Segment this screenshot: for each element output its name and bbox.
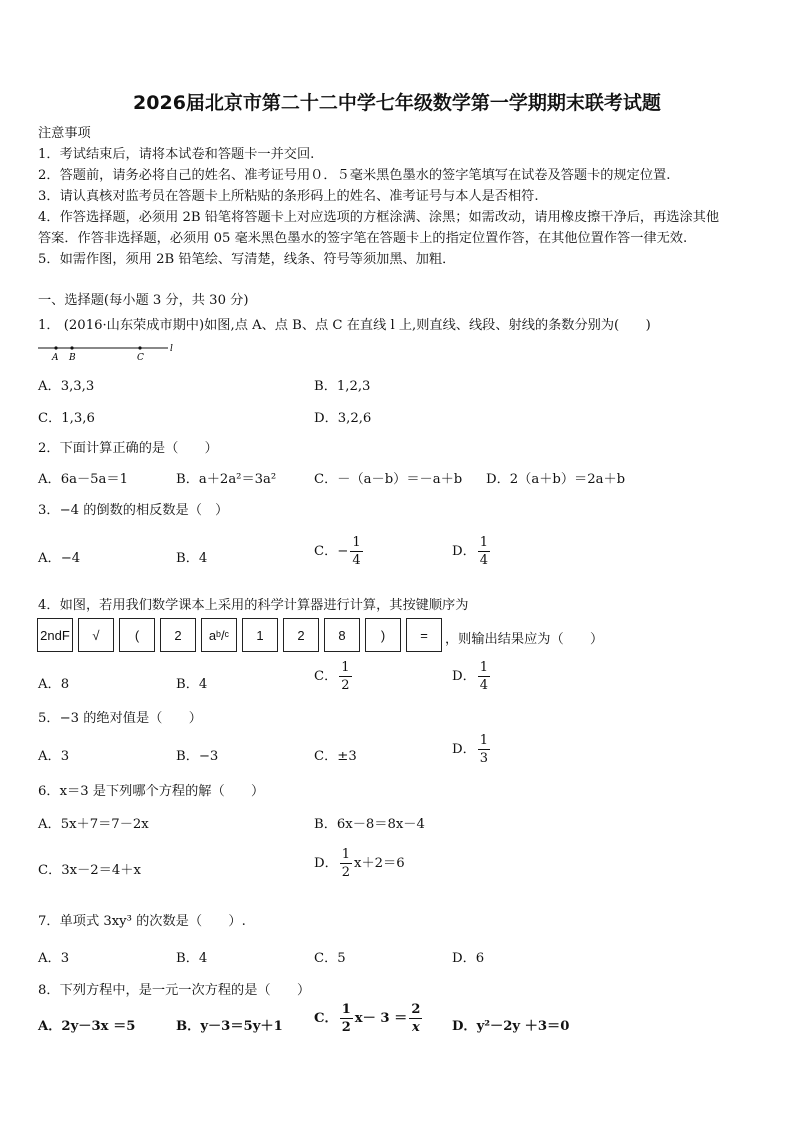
- option-c: [314, 1003, 424, 1034]
- denominator: 2: [341, 865, 351, 880]
- option-a: A．6a－5a＝1: [38, 472, 128, 487]
- denominator: 4: [479, 678, 489, 693]
- key-2: 2: [160, 618, 196, 652]
- key-2: 2: [283, 618, 319, 652]
- denominator: 3: [479, 751, 489, 766]
- denominator: x: [411, 1020, 420, 1035]
- fraction: [478, 536, 490, 567]
- option-d: [452, 734, 492, 765]
- notice-heading: 注意事项: [38, 126, 91, 141]
- option-b: B．y－3＝5y＋1: [176, 1019, 283, 1034]
- option-a: A．3: [38, 749, 70, 764]
- option-label: C．: [314, 544, 338, 559]
- key-1: 1: [242, 618, 278, 652]
- key-equals: =: [406, 618, 442, 652]
- label-l: l: [170, 344, 173, 354]
- question-4-tail: ，则输出结果应为（ ）: [445, 632, 604, 647]
- notice-item: 4．作答选择题，必须用 2B 铅笔将答题卡上对应选项的方框涂满、涂黑；如需改动，请用橡皮擦干净后，再选涂其他: [38, 210, 720, 225]
- option-b: B．−3: [176, 749, 219, 764]
- option-a: A．5x＋7＝7－2x: [38, 817, 149, 832]
- equation-tail: x＋2＝6: [354, 856, 405, 871]
- question-5-stem: 5．−3 的绝对值是（ ）: [38, 711, 202, 726]
- fraction: [478, 734, 490, 765]
- point-b: [70, 346, 73, 349]
- numerator: 1: [341, 1002, 351, 1017]
- notice-item: 答案．作答非选择题，必须用 05 毫米黑色墨水的签字笔在答题卡上的指定位置作答，在其他位置作答一律无效.: [38, 231, 688, 246]
- numerator: 1: [479, 660, 489, 675]
- option-b: B．a＋2a²＝3a²: [176, 472, 277, 487]
- numerator: 1: [479, 535, 489, 550]
- option-label: D．: [314, 856, 338, 871]
- option-d: D．2（a＋b）＝2a＋b: [486, 472, 626, 487]
- fraction: [340, 1003, 353, 1034]
- key-fraction: aᵇ/ᶜ: [201, 618, 237, 652]
- option-a: A．3: [38, 951, 70, 966]
- question-6-stem: 6．x＝3 是下列哪个方程的解（ ）: [38, 784, 265, 799]
- option-label: D．: [452, 742, 476, 757]
- label-a: A: [52, 353, 59, 363]
- notice-item: 3．请认真核对监考员在答题卡上所粘贴的条形码上的姓名、准考证号与本人是否相符.: [38, 189, 539, 204]
- option-d: [314, 848, 405, 879]
- option-d: D．3,2,6: [314, 411, 372, 426]
- numerator: 1: [479, 733, 489, 748]
- minus-sign: −: [337, 544, 349, 559]
- option-d: D．y²－2y ＋3＝0: [452, 1019, 570, 1034]
- point-a: [54, 346, 57, 349]
- notice-item: 1．考试结束后，请将本试卷和答题卡一并交回.: [38, 147, 315, 162]
- notice-item: 5．如需作图，须用 2B 铅笔绘、写清楚，线条、符号等须加黑、加粗．: [38, 252, 456, 267]
- option-b: B．6x－8＝8x－4: [314, 817, 425, 832]
- option-b: B．4: [176, 551, 208, 566]
- option-b: B．4: [176, 951, 208, 966]
- numerator: 2: [411, 1002, 421, 1017]
- denominator: 4: [479, 553, 489, 568]
- notice-item: 2．答题前，请务必将自己的姓名、准考证号用０．５毫米黑色墨水的签字笔填写在试卷及答题卡的规定位置.: [38, 168, 671, 183]
- fraction: [409, 1003, 422, 1034]
- page-title: 2026届北京市第二十二中学七年级数学第一学期期末联考试题: [133, 92, 661, 114]
- option-a: A．−4: [38, 551, 81, 566]
- question-7-stem: 7．单项式 3xy³ 的次数是（ ）.: [38, 914, 246, 929]
- denominator: 4: [352, 553, 361, 568]
- option-a: A．3,3,3: [38, 379, 95, 394]
- option-b: B．1,2,3: [314, 379, 371, 394]
- option-a: A．8: [38, 677, 70, 692]
- option-d: [452, 661, 492, 692]
- option-c: C．3x－2＝4＋x: [38, 863, 141, 878]
- question-3-stem: 3．−4 的倒数的相反数是（ ）: [38, 503, 229, 518]
- numerator: 1: [341, 847, 351, 862]
- fraction: [339, 661, 351, 692]
- question-4-stem: 4．如图，若用我们数学课本上采用的科学计算器进行计算，其按键顺序为: [38, 598, 469, 613]
- key-sqrt: √: [78, 618, 114, 652]
- numerator: 1: [341, 660, 350, 675]
- fraction: [340, 848, 352, 879]
- option-label: D．: [452, 544, 476, 559]
- key-8: 8: [324, 618, 360, 652]
- option-d: D．6: [452, 951, 485, 966]
- option-d: [452, 536, 492, 567]
- option-b: B．4: [176, 677, 208, 692]
- option-c: C．5: [314, 951, 346, 966]
- option-label: D．: [452, 669, 476, 684]
- fraction: [478, 661, 490, 692]
- section-heading: 一、选择题(每小题 3 分，共 30 分): [38, 293, 249, 308]
- key-close-paren: ): [365, 618, 401, 652]
- point-c: [138, 346, 141, 349]
- line-figure: [34, 338, 184, 364]
- key-open-paren: (: [119, 618, 155, 652]
- question-2-stem: 2．下面计算正确的是（ ）: [38, 441, 218, 456]
- option-c: C．1,3,6: [38, 411, 95, 426]
- label-b: B: [69, 353, 76, 363]
- option-label: C．: [314, 669, 338, 684]
- equation-middle: x－ 3 ＝: [354, 1011, 408, 1026]
- fraction: [350, 536, 362, 567]
- option-label: C．: [314, 1011, 338, 1026]
- option-c: [314, 661, 354, 692]
- key-2ndf: 2ndF: [37, 618, 73, 652]
- question-1-stem: 1． (2016·山东荣成市期中)如图,点 A、点 B、点 C 在直线 l 上,则直线、线段、射线的条数分别为( ): [38, 318, 651, 333]
- denominator: 2: [341, 1020, 351, 1035]
- label-c: C: [137, 353, 144, 363]
- option-c: [314, 536, 365, 567]
- numerator: 1: [352, 535, 361, 550]
- option-a: A．2y－3x ＝5: [38, 1019, 136, 1034]
- question-8-stem: 8．下列方程中，是一元一次方程的是（ ）: [38, 983, 311, 998]
- denominator: 2: [341, 678, 350, 693]
- option-c: C．－（a－b）＝－a＋b: [314, 472, 463, 487]
- option-c: C．±3: [314, 749, 357, 764]
